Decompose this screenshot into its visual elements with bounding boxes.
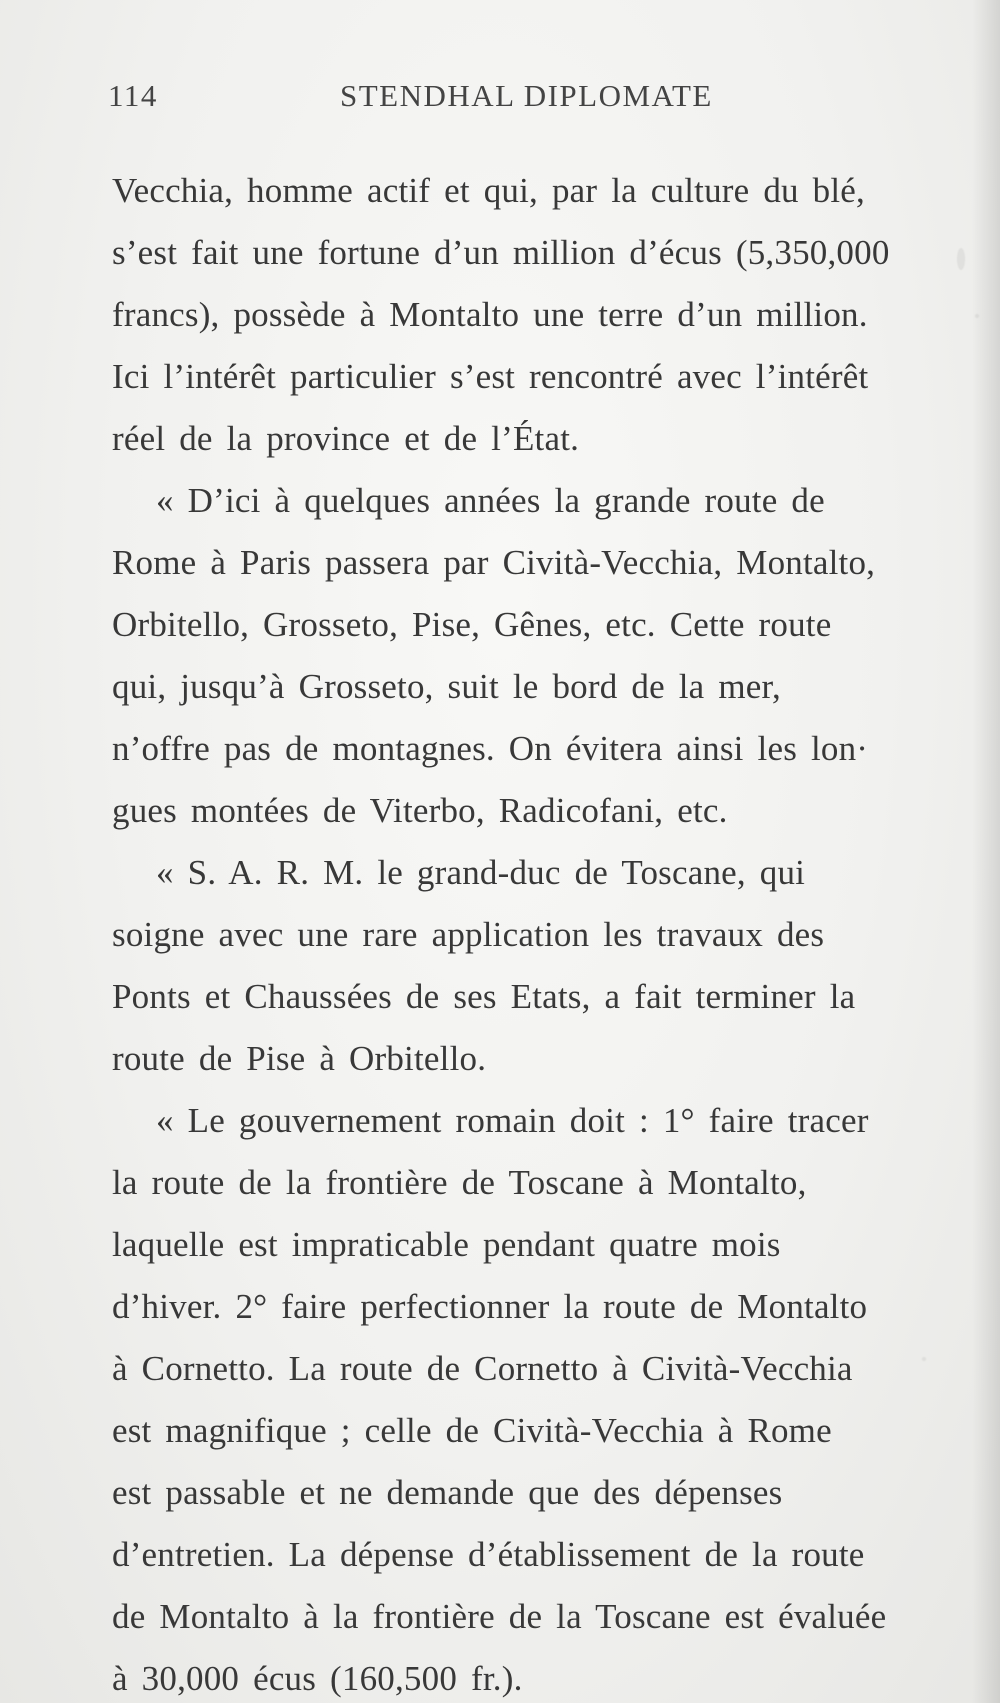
page-number: 114 [108, 78, 158, 113]
text-line: est passable et ne demande que des dépenses [112, 1473, 783, 1512]
text-line: qui, jusqu’à Grosseto, suit le bord de la mer, [112, 667, 781, 706]
text-line: laquelle est impraticable pendant quatre mois [112, 1225, 781, 1264]
text-line: francs), possède à Montalto une terre d’un million. [112, 295, 868, 334]
text-line: Orbitello, Grosseto, Pise, Gênes, etc. Cette route [112, 605, 832, 644]
text-line: d’hiver. 2° faire perfectionner la route de Montalto [112, 1287, 868, 1326]
text-line: Ici l’intérêt particulier s’est rencontré avec l’intérêt [112, 357, 869, 396]
paper-speck [957, 248, 965, 270]
text-line: d’entretien. La dépense d’établissement de la route [112, 1535, 865, 1574]
text-line: n’offre pas de montagnes. On évitera ainsi les lon· [112, 729, 869, 768]
text-line: la route de la frontière de Toscane à Montalto, [112, 1163, 807, 1202]
text-line: réel de la province et de l’État. [112, 419, 580, 458]
text-line: « D’ici à quelques années la grande route de [156, 481, 825, 520]
text-line: s’est fait une fortune d’un million d’écus (5,350,000 [112, 233, 890, 272]
text-line: à 30,000 écus (160,500 fr.). [112, 1659, 523, 1698]
page-header [108, 78, 736, 126]
text-line: Vecchia, homme actif et qui, par la culture du blé, [112, 171, 865, 210]
text-line: Ponts et Chaussées de ses Etats, a fait terminer la [112, 977, 856, 1016]
text-line: est magnifique ; celle de Cività-Vecchia à Rome [112, 1411, 832, 1450]
text-line: de Montalto à la frontière de la Toscane est évaluée [112, 1597, 887, 1636]
text-line: Rome à Paris passera par Cività-Vecchia, Montalto, [112, 543, 876, 582]
text-line: à Cornetto. La route de Cornetto à Cività-Vecchia [112, 1349, 853, 1388]
text-line: gues montées de Viterbo, Radicofani, etc. [112, 791, 728, 830]
running-title: STENDHAL DIPLOMATE [340, 78, 713, 113]
text-line: soigne avec une rare application les travaux des [112, 915, 825, 954]
text-line: « Le gouvernement romain doit : 1° faire tracer [156, 1101, 869, 1140]
page-edge-shadow [972, 0, 1000, 1703]
text-line: « S. A. R. M. le grand-duc de Toscane, qui [156, 853, 806, 892]
text-line: route de Pise à Orbitello. [112, 1039, 487, 1078]
body-text [112, 160, 954, 1703]
paper-speck [975, 314, 979, 318]
